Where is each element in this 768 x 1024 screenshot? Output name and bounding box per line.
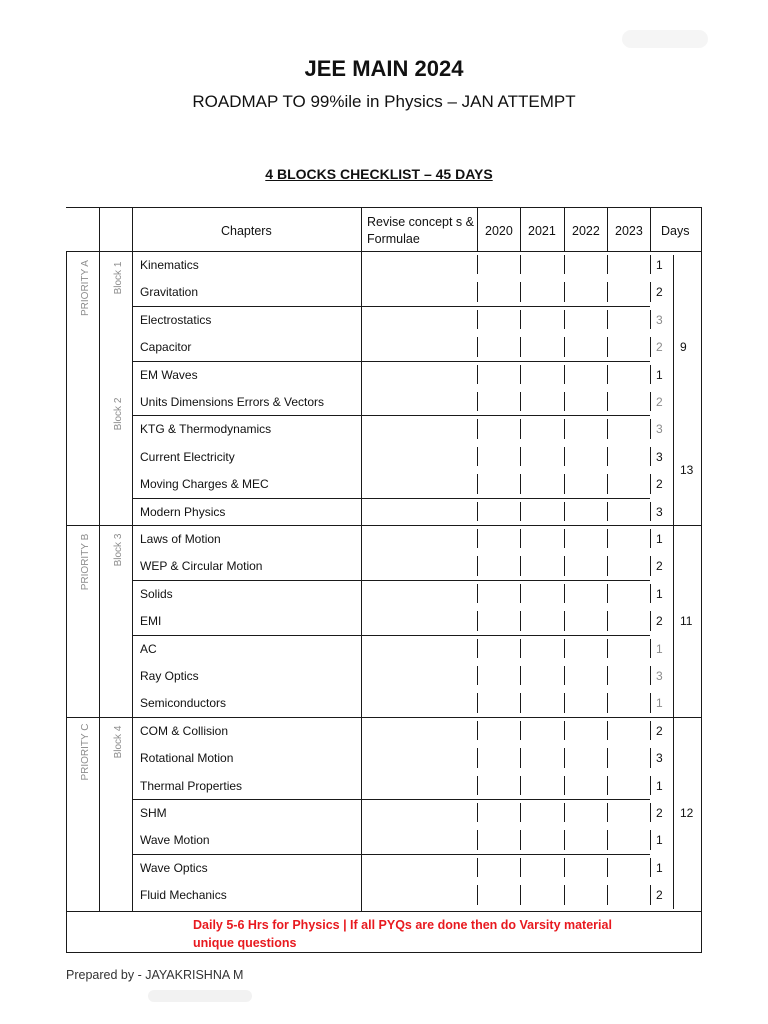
chapter-name: Units Dimensions Errors & Vectors xyxy=(140,395,325,409)
prepared-by: Prepared by - JAYAKRISHNA M xyxy=(66,968,244,982)
watermark-blur-footer xyxy=(148,990,252,1002)
chapter-days: 3 xyxy=(656,449,663,464)
checkbox-tick xyxy=(564,611,565,630)
chapter-days: 1 xyxy=(656,696,663,711)
chapter-name: Current Electricity xyxy=(140,449,235,464)
chapter-days: 2 xyxy=(656,477,663,492)
checkbox-tick xyxy=(650,282,651,301)
checkbox-tick xyxy=(564,337,565,356)
checkbox-tick xyxy=(564,502,565,521)
chapter-name: EM Waves xyxy=(140,367,198,382)
checkbox-tick xyxy=(564,474,565,493)
row-group-rule xyxy=(132,854,650,855)
checkbox-tick xyxy=(650,803,651,822)
chapter-name: COM & Collision xyxy=(140,723,229,738)
revise-header: Revise concept s & Formulae xyxy=(367,215,474,246)
header-col-rule xyxy=(361,207,362,251)
checkbox-tick xyxy=(607,310,608,329)
checkbox-tick xyxy=(477,776,478,795)
checkbox-tick xyxy=(650,419,651,438)
chapter-name: Fluid Mechanics xyxy=(140,888,227,903)
header-col-rule xyxy=(701,207,702,251)
header-col-rule xyxy=(520,207,521,251)
chapter-name: Capacitor xyxy=(140,340,192,355)
checkbox-tick xyxy=(520,282,521,301)
checkbox-tick xyxy=(607,639,608,658)
header-bottom-rule xyxy=(66,251,701,252)
checkbox-tick xyxy=(520,830,521,849)
checkbox-tick xyxy=(607,885,608,904)
chapter-days: 3 xyxy=(656,422,663,437)
chapter-days: 1 xyxy=(656,641,663,656)
checkbox-tick xyxy=(650,666,651,685)
checkbox-tick xyxy=(520,639,521,658)
checkbox-tick xyxy=(520,858,521,877)
checkbox-tick xyxy=(564,584,565,603)
chapter-name: Ray Optics xyxy=(140,669,199,683)
checkbox-tick xyxy=(477,611,478,630)
checkbox-tick xyxy=(520,721,521,740)
page-subtitle: ROADMAP TO 99%ile in Physics – JAN ATTEMPT xyxy=(192,92,576,111)
checkbox-tick xyxy=(650,392,651,411)
chapter-name: Electrostatics xyxy=(140,312,212,327)
year-header-2021: 2021 xyxy=(528,224,556,238)
checkbox-tick xyxy=(607,447,608,466)
checkbox-tick xyxy=(520,584,521,603)
checkbox-tick xyxy=(477,858,478,877)
chapter-days: 2 xyxy=(656,888,663,903)
checkbox-tick xyxy=(477,830,478,849)
checkbox-tick xyxy=(477,282,478,301)
checkbox-tick xyxy=(607,419,608,438)
chapter-days: 1 xyxy=(656,860,663,875)
year-header-2023: 2023 xyxy=(615,224,643,238)
chapter-name: Moving Charges & MEC xyxy=(140,477,269,492)
chapter-days: 1 xyxy=(656,532,663,546)
year-header-2022: 2022 xyxy=(572,224,600,238)
chapter-days: 2 xyxy=(656,614,663,629)
checkbox-tick xyxy=(650,830,651,849)
block-label: Block 3 xyxy=(113,533,124,567)
chapter-col-rule xyxy=(361,251,362,911)
checkbox-tick xyxy=(520,556,521,575)
checkbox-tick xyxy=(564,392,565,411)
checklist-heading: 4 BLOCKS CHECKLIST – 45 DAYS xyxy=(265,166,493,182)
chapter-name: SHM xyxy=(140,806,167,820)
checkbox-tick xyxy=(564,666,565,685)
chapter-name: Wave Optics xyxy=(140,860,208,875)
table-left-rule xyxy=(66,251,67,911)
checkbox-tick xyxy=(564,255,565,274)
row-group-rule xyxy=(132,361,650,362)
note-right-rule xyxy=(701,911,702,953)
checkbox-tick xyxy=(607,556,608,575)
checkbox-tick xyxy=(650,693,651,712)
chapters-header: Chapters xyxy=(221,224,272,238)
checkbox-tick xyxy=(650,776,651,795)
row-group-rule xyxy=(132,799,650,800)
checkbox-tick xyxy=(607,337,608,356)
checkbox-tick xyxy=(477,337,478,356)
checkbox-tick xyxy=(477,584,478,603)
checkbox-tick xyxy=(520,337,521,356)
priority-label: PRIORITY B xyxy=(80,533,91,591)
checkbox-tick xyxy=(650,858,651,877)
block-col-rule xyxy=(132,251,133,911)
checkbox-tick xyxy=(650,365,651,384)
checkbox-tick xyxy=(520,885,521,904)
checkbox-tick xyxy=(477,693,478,712)
row-group-rule xyxy=(132,498,650,499)
checkbox-tick xyxy=(477,310,478,329)
checkbox-tick xyxy=(520,365,521,384)
checkbox-tick xyxy=(564,365,565,384)
checkbox-tick xyxy=(520,419,521,438)
checkbox-tick xyxy=(564,776,565,795)
checkbox-tick xyxy=(607,502,608,521)
checkbox-tick xyxy=(477,365,478,384)
chapter-name: Kinematics xyxy=(140,258,199,272)
table-bottom-rule xyxy=(66,911,701,912)
row-group-rule xyxy=(132,580,650,581)
checkbox-tick xyxy=(607,666,608,685)
days-header: Days xyxy=(661,224,690,238)
chapter-days: 2 xyxy=(656,285,663,300)
chapter-days: 1 xyxy=(656,586,663,601)
checkbox-tick xyxy=(564,803,565,822)
checkbox-tick xyxy=(477,255,478,274)
chapter-name: Laws of Motion xyxy=(140,532,221,546)
checkbox-tick xyxy=(520,310,521,329)
checkbox-tick xyxy=(564,721,565,740)
checkbox-tick xyxy=(650,529,651,548)
daily-note: Daily 5-6 Hrs for Physics | If all PYQs are done then do Varsity material unique questions xyxy=(193,918,612,950)
priority-col-rule xyxy=(99,251,100,911)
checkbox-tick xyxy=(650,885,651,904)
checkbox-tick xyxy=(607,748,608,767)
checkbox-tick xyxy=(650,255,651,274)
checkbox-tick xyxy=(520,666,521,685)
checkbox-tick xyxy=(650,611,651,630)
header-col-rule xyxy=(650,207,651,251)
chapter-days: 2 xyxy=(656,723,663,738)
chapter-name: Semiconductors xyxy=(140,696,227,711)
checkbox-tick xyxy=(650,502,651,521)
checkbox-tick xyxy=(607,392,608,411)
checkbox-tick xyxy=(650,748,651,767)
checkbox-tick xyxy=(520,502,521,521)
checkbox-tick xyxy=(520,611,521,630)
year-header-2020: 2020 xyxy=(485,224,513,238)
chapter-days: 2 xyxy=(656,340,663,355)
checkbox-tick xyxy=(564,858,565,877)
checkbox-tick xyxy=(520,255,521,274)
priority-label: PRIORITY C xyxy=(80,723,91,781)
block-total-days: 12 xyxy=(680,806,694,820)
checkbox-tick xyxy=(607,365,608,384)
checkbox-tick xyxy=(477,419,478,438)
checkbox-tick xyxy=(564,748,565,767)
note-bottom-rule xyxy=(66,952,701,953)
checkbox-tick xyxy=(650,721,651,740)
chapter-name: Wave Motion xyxy=(140,833,210,848)
checkbox-tick xyxy=(650,584,651,603)
checkbox-tick xyxy=(564,639,565,658)
header-col-rule xyxy=(132,207,133,251)
checkbox-tick xyxy=(477,803,478,822)
checkbox-tick xyxy=(477,529,478,548)
chapter-days: 3 xyxy=(656,669,663,683)
checkbox-tick xyxy=(564,556,565,575)
table-right-rule xyxy=(701,251,702,911)
checkbox-tick xyxy=(477,748,478,767)
row-group-rule xyxy=(132,415,650,416)
chapter-name: Modern Physics xyxy=(140,504,226,519)
checkbox-tick xyxy=(607,830,608,849)
checkbox-tick xyxy=(477,666,478,685)
checkbox-tick xyxy=(564,282,565,301)
checkbox-tick xyxy=(607,858,608,877)
days-inner-rule xyxy=(673,255,674,909)
chapter-days: 2 xyxy=(656,806,663,820)
checkbox-tick xyxy=(564,310,565,329)
priority-label: PRIORITY A xyxy=(80,260,91,316)
checkbox-tick xyxy=(520,803,521,822)
chapter-name: WEP & Circular Motion xyxy=(140,559,263,574)
checkbox-tick xyxy=(564,885,565,904)
priority-group-rule xyxy=(66,717,701,718)
block-label: Block 4 xyxy=(113,725,124,759)
checkbox-tick xyxy=(477,639,478,658)
chapter-name: Thermal Properties xyxy=(140,778,243,793)
chapter-days: 2 xyxy=(656,559,663,574)
checkbox-tick xyxy=(650,337,651,356)
checkbox-tick xyxy=(607,584,608,603)
checkbox-tick xyxy=(520,474,521,493)
chapter-name: KTG & Thermodynamics xyxy=(140,422,272,437)
chapter-name: Solids xyxy=(140,586,173,601)
header-col-rule xyxy=(477,207,478,251)
checkbox-tick xyxy=(520,392,521,411)
header-col-rule xyxy=(99,207,100,251)
block-total-days: 11 xyxy=(680,614,693,629)
checkbox-tick xyxy=(564,529,565,548)
checkbox-tick xyxy=(650,474,651,493)
checkbox-tick xyxy=(520,693,521,712)
chapter-name: EMI xyxy=(140,614,162,629)
header-col-rule xyxy=(564,207,565,251)
checkbox-tick xyxy=(607,529,608,548)
block-total-days: 9 xyxy=(680,340,687,355)
chapter-days: 1 xyxy=(656,778,663,793)
checkbox-tick xyxy=(477,502,478,521)
chapter-name: Rotational Motion xyxy=(140,751,234,766)
checkbox-tick xyxy=(607,474,608,493)
note-left-rule xyxy=(66,911,67,952)
checkbox-tick xyxy=(520,748,521,767)
checkbox-tick xyxy=(650,310,651,329)
checkbox-tick xyxy=(477,556,478,575)
checkbox-tick xyxy=(477,885,478,904)
table-top-rule xyxy=(66,207,701,208)
chapter-days: 3 xyxy=(656,751,663,766)
checkbox-tick xyxy=(607,255,608,274)
chapter-name: AC xyxy=(140,641,157,656)
checkbox-tick xyxy=(477,474,478,493)
block-label: Block 1 xyxy=(113,261,124,295)
checkbox-tick xyxy=(477,721,478,740)
chapter-days: 1 xyxy=(656,367,663,382)
checkbox-tick xyxy=(477,447,478,466)
chapter-days: 1 xyxy=(656,833,663,848)
page-title: JEE MAIN 2024 xyxy=(304,56,464,81)
chapter-name: Gravitation xyxy=(140,285,199,300)
checkbox-tick xyxy=(650,639,651,658)
checkbox-tick xyxy=(520,776,521,795)
checkbox-tick xyxy=(520,447,521,466)
checkbox-tick xyxy=(607,693,608,712)
checkbox-tick xyxy=(650,556,651,575)
chapter-days: 2 xyxy=(656,395,663,409)
checkbox-tick xyxy=(650,447,651,466)
checkbox-tick xyxy=(607,282,608,301)
checkbox-tick xyxy=(477,392,478,411)
chapter-days: 1 xyxy=(656,258,663,272)
checkbox-tick xyxy=(607,776,608,795)
checkbox-tick xyxy=(607,803,608,822)
row-group-rule xyxy=(132,635,650,636)
checkbox-tick xyxy=(564,693,565,712)
row-group-rule xyxy=(132,306,650,307)
checkbox-tick xyxy=(564,830,565,849)
checkbox-tick xyxy=(520,529,521,548)
checkbox-tick xyxy=(564,447,565,466)
chapter-days: 3 xyxy=(656,312,663,327)
header-col-rule xyxy=(607,207,608,251)
checkbox-tick xyxy=(607,721,608,740)
checkbox-tick xyxy=(564,419,565,438)
block-label: Block 2 xyxy=(113,397,124,431)
checkbox-tick xyxy=(607,611,608,630)
priority-group-rule xyxy=(66,525,701,526)
block-total-days: 13 xyxy=(680,463,694,478)
chapter-days: 3 xyxy=(656,504,663,519)
